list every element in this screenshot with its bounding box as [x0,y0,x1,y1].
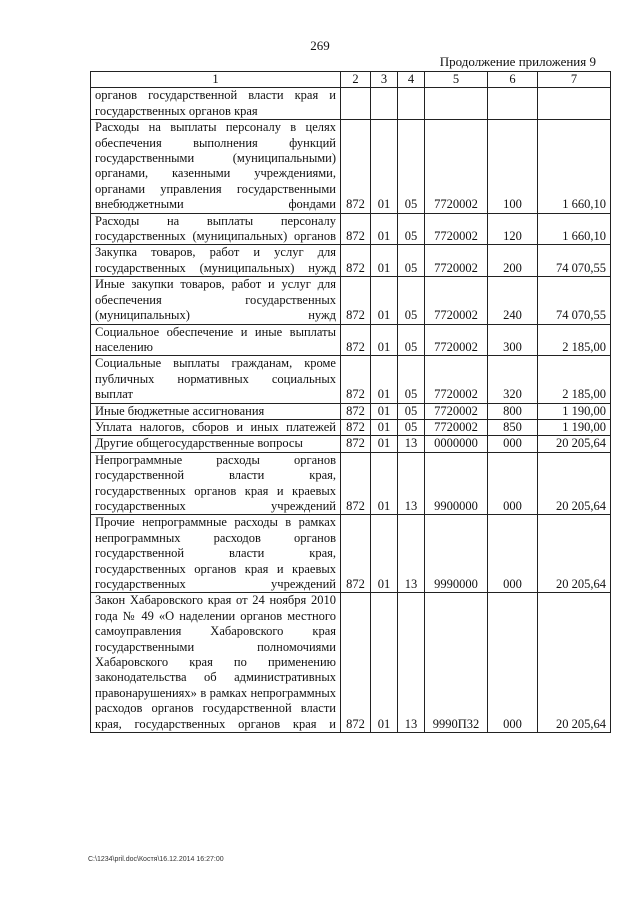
cell-amount: 1 190,00 [538,403,611,419]
cell-admin-code: 872 [341,593,371,733]
cell-target-article: 9990П32 [425,593,488,733]
header-col-7: 7 [538,72,611,88]
cell-expense-type: 100 [488,120,538,213]
cell-admin-code: 872 [341,324,371,356]
cell-expense-type: 850 [488,419,538,435]
cell-amount: 1 660,10 [538,213,611,245]
cell-subsection: 13 [398,593,425,733]
cell-section: 01 [371,452,398,515]
cell-expense-type: 800 [488,403,538,419]
cell-admin-code: 872 [341,403,371,419]
table-row [91,88,611,120]
cell-admin-code: 872 [341,436,371,452]
cell-target-article: 7720002 [425,213,488,245]
table-row [91,452,611,515]
cell-expense-type: 320 [488,356,538,403]
cell-subsection: 05 [398,324,425,356]
cell-admin-code: 872 [341,213,371,245]
cell-section: 01 [371,593,398,733]
table-row [91,515,611,593]
cell-description: органов государственной власти края и государственных органов края [91,88,341,120]
cell-description: Уплата налогов, сборов и иных платежей [91,419,341,435]
table-row [91,277,611,324]
cell-amount: 74 070,55 [538,245,611,277]
table-body [91,88,611,733]
cell-description: Социальные выплаты гражданам, кроме публичных нормативных социальных выплат [91,356,341,403]
cell-section: 01 [371,324,398,356]
cell-admin-code: 872 [341,515,371,593]
cell-target-article: 7720002 [425,356,488,403]
cell-target-article [425,88,488,120]
table-header-row [91,72,611,88]
cell-description: Социальное обеспечение и иные выплаты населению [91,324,341,356]
budget-table [90,71,611,733]
cell-admin-code: 872 [341,245,371,277]
cell-section: 01 [371,245,398,277]
cell-target-article: 7720002 [425,324,488,356]
cell-description: Иные бюджетные ассигнования [91,403,341,419]
cell-description: Непрограммные расходы органов государственной власти края, государственных органов края и краевых государственных учреждений [91,452,341,515]
cell-admin-code: 872 [341,452,371,515]
cell-description: Прочие непрограммные расходы в рамках непрограммных расходов органов государственной власти края, государственных органов края и краевых государственных учреждений [91,515,341,593]
header-col-5: 5 [425,72,488,88]
cell-expense-type: 000 [488,515,538,593]
cell-admin-code: 872 [341,277,371,324]
cell-amount: 20 205,64 [538,452,611,515]
cell-section [371,88,398,120]
cell-section: 01 [371,277,398,324]
cell-subsection: 05 [398,356,425,403]
cell-amount: 1 190,00 [538,419,611,435]
cell-subsection [398,88,425,120]
table-row [91,593,611,733]
cell-target-article: 9990000 [425,515,488,593]
table-row [91,419,611,435]
cell-expense-type: 000 [488,436,538,452]
cell-target-article: 7720002 [425,120,488,213]
cell-expense-type: 000 [488,593,538,733]
cell-target-article: 9900000 [425,452,488,515]
cell-target-article: 7720002 [425,419,488,435]
cell-description: Другие общегосударственные вопросы [91,436,341,452]
cell-description: Расходы на выплаты персоналу в целях обеспечения выполнения функций государственными (муниципальными) органами, казенными учреждениями, органами управления государственными внебюджетными фондами [91,120,341,213]
cell-amount: 20 205,64 [538,436,611,452]
cell-admin-code: 872 [341,419,371,435]
table-row [91,245,611,277]
cell-section: 01 [371,120,398,213]
cell-admin-code: 872 [341,356,371,403]
footer-file-path: C:\1234\pril.doc\Костя\16.12.2014 16:27:00 [88,856,224,863]
cell-amount: 20 205,64 [538,593,611,733]
cell-admin-code [341,88,371,120]
cell-subsection: 13 [398,436,425,452]
cell-target-article: 7720002 [425,245,488,277]
cell-amount: 74 070,55 [538,277,611,324]
table-row [91,436,611,452]
cell-target-article: 7720002 [425,277,488,324]
cell-section: 01 [371,213,398,245]
cell-subsection: 05 [398,213,425,245]
cell-description: Иные закупки товаров, работ и услуг для обеспечения государственных (муниципальных) нужд [91,277,341,324]
cell-expense-type: 240 [488,277,538,324]
cell-subsection: 05 [398,245,425,277]
cell-subsection: 13 [398,452,425,515]
cell-description: Расходы на выплаты персоналу государственных (муниципальных) органов [91,213,341,245]
cell-section: 01 [371,436,398,452]
cell-section: 01 [371,515,398,593]
cell-subsection: 05 [398,419,425,435]
page-number: 269 [310,38,330,53]
continuation-label: Продолжение приложения 9 [439,54,596,69]
cell-amount: 2 185,00 [538,324,611,356]
cell-expense-type: 000 [488,452,538,515]
header-col-3: 3 [371,72,398,88]
header-col-4: 4 [398,72,425,88]
cell-subsection: 05 [398,403,425,419]
cell-description: Закупка товаров, работ и услуг для государственных (муниципальных) нужд [91,245,341,277]
header-col-2: 2 [341,72,371,88]
cell-expense-type: 120 [488,213,538,245]
cell-section: 01 [371,419,398,435]
cell-target-article: 0000000 [425,436,488,452]
cell-amount: 2 185,00 [538,356,611,403]
cell-admin-code: 872 [341,120,371,213]
table-row [91,356,611,403]
table-row [91,403,611,419]
cell-amount [538,88,611,120]
table-row [91,324,611,356]
cell-expense-type: 300 [488,324,538,356]
cell-subsection: 05 [398,120,425,213]
cell-subsection: 05 [398,277,425,324]
header-col-1: 1 [91,72,341,88]
table-row [91,213,611,245]
cell-subsection: 13 [398,515,425,593]
header-col-6: 6 [488,72,538,88]
cell-expense-type [488,88,538,120]
cell-section: 01 [371,356,398,403]
cell-description: Закон Хабаровского края от 24 ноября 2010 года № 49 «О наделении органов местного самоуправления Хабаровского края государственными полномочиями Хабаровского края по применению законодательства об административных правонарушениях» в рамках непрограммных расходов органов государственной власти края, государственных органов края и [91,593,341,733]
cell-section: 01 [371,403,398,419]
cell-target-article: 7720002 [425,403,488,419]
cell-expense-type: 200 [488,245,538,277]
cell-amount: 1 660,10 [538,120,611,213]
table-row [91,120,611,213]
cell-amount: 20 205,64 [538,515,611,593]
